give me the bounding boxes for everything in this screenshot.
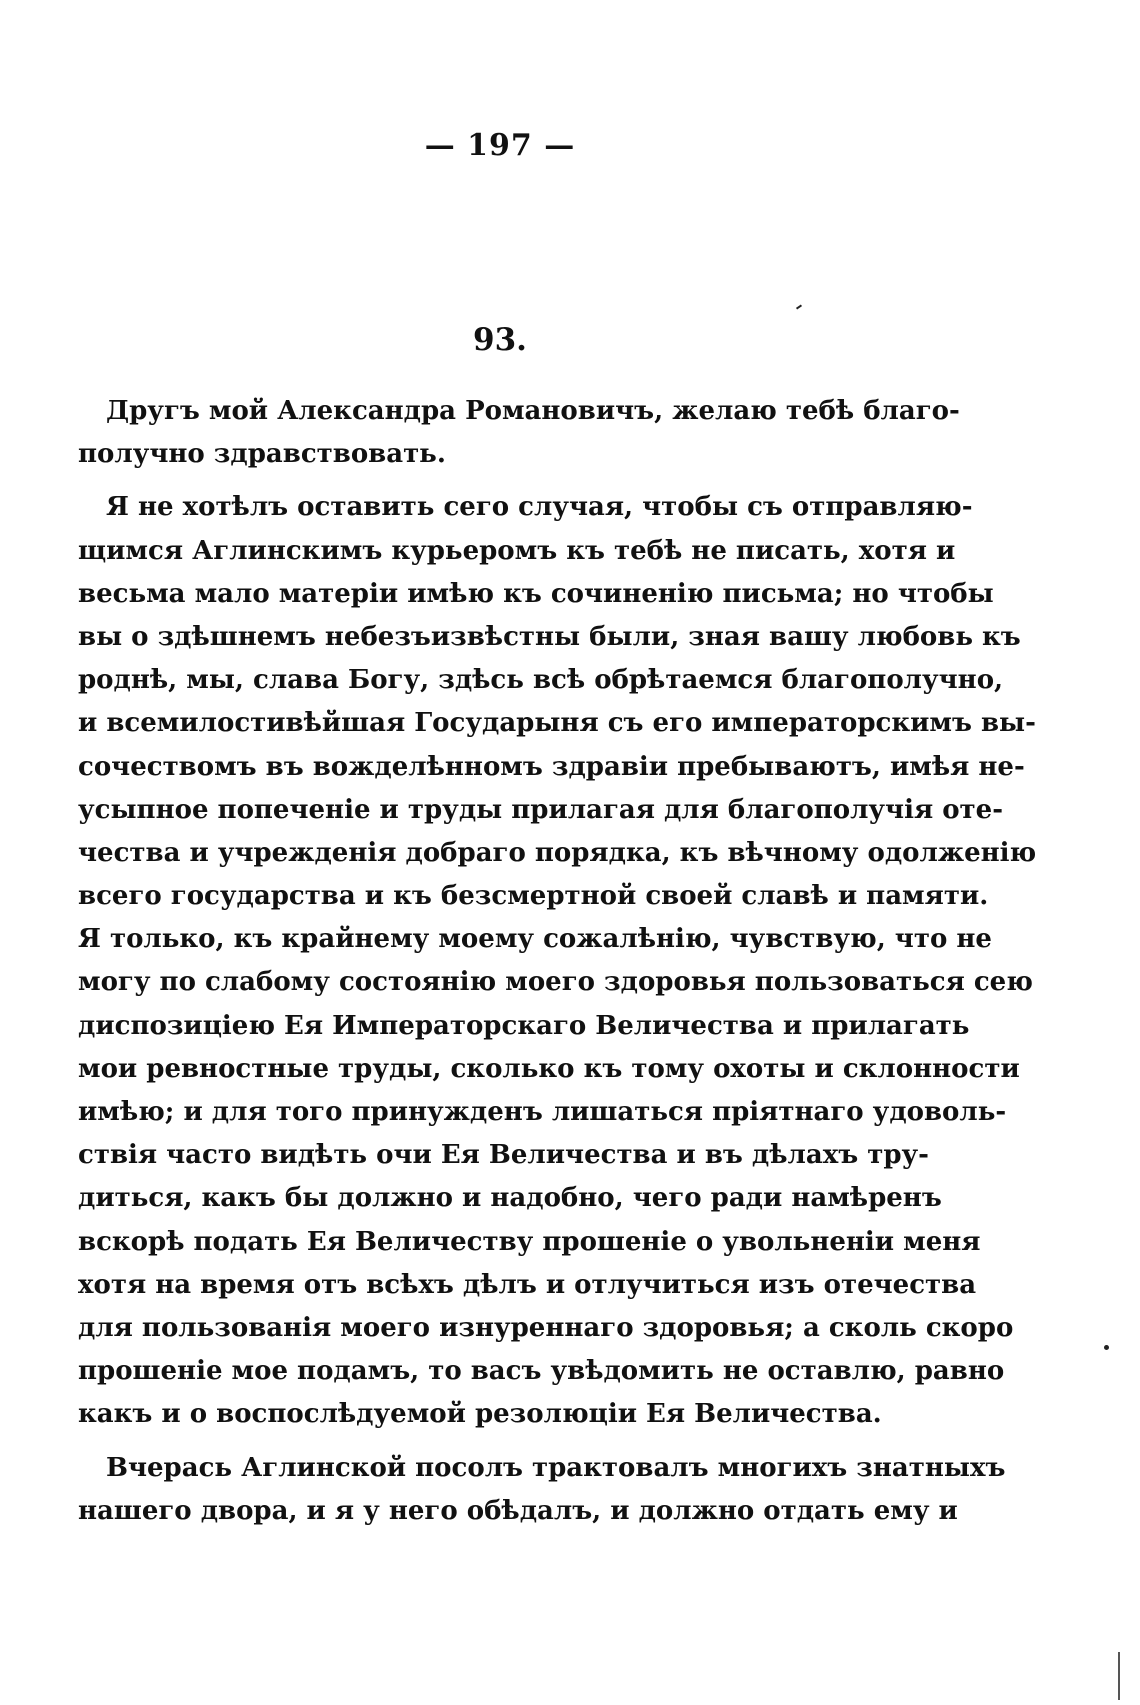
text-line: сочествомъ въ вожделѣнномъ здравіи пребываютъ, имѣя не- xyxy=(78,751,1025,782)
text-line: чества и учрежденія добраго порядка, къ вѣчному одолженію xyxy=(78,837,1037,868)
paragraph-gap xyxy=(78,476,914,486)
text-line: для пользованія моего изнуреннаго здоровья; а сколь скоро xyxy=(78,1312,1014,1343)
text-line: получно здравствовать. xyxy=(78,439,446,470)
scan-speck xyxy=(1104,1345,1109,1350)
text-line: Я только, къ крайнему моему сожалѣнію, чувствую, что не xyxy=(78,924,992,955)
running-head-page-number: — 197 — xyxy=(424,128,576,163)
text-line: усыпное попеченіе и труды прилагая для благополучія оте- xyxy=(78,794,1003,825)
text-line: Вчерась Аглинской посолъ трактовалъ многихъ знатныхъ xyxy=(106,1452,1006,1483)
letter-number-heading: 93. xyxy=(473,322,527,358)
text-line: всего государства и къ безсмертной своей славѣ и памяти. xyxy=(78,881,989,912)
text-line: щимся Аглинскимъ курьеромъ къ тебѣ не писать, хотя и xyxy=(78,535,956,566)
paragraph-gap xyxy=(78,1437,914,1447)
text-line: вскорѣ подать Ея Величеству прошеніе о увольненіи меня xyxy=(78,1226,981,1257)
text-line: какъ и о воспослѣдуемой резолюціи Ея Величества. xyxy=(78,1399,882,1430)
text-line: весьма мало матеріи имѣю къ сочиненію письма; но чтобы xyxy=(78,578,994,609)
text-line: ствія часто видѣть очи Ея Величества и въ дѣлахъ тру- xyxy=(78,1140,929,1171)
text-line: и всемилостивѣйшая Государыня съ его императорскимъ вы- xyxy=(78,708,1036,739)
scan-speck xyxy=(796,304,802,309)
text-line: могу по слабому состоянію моего здоровья пользоваться сею xyxy=(78,967,1033,998)
text-line: Другъ мой Александра Романовичъ, желаю тебѣ благо- xyxy=(106,396,960,426)
letter-body xyxy=(78,390,1037,1533)
text-line: прошеніе мое подамъ, то васъ увѣдомить не оставлю, равно xyxy=(78,1356,1005,1387)
text-line: хотя на время отъ всѣхъ дѣлъ и отлучиться изъ отечества xyxy=(78,1269,977,1300)
text-line: имѣю; и для того принужденъ лишаться пріятнаго удоволь- xyxy=(78,1097,1007,1127)
text-line: роднѣ, мы, слава Богу, здѣсь всѣ обрѣтаемся благополучно, xyxy=(78,665,1004,696)
text-line: диться, какъ бы должно и надобно, чего ради намѣренъ xyxy=(78,1183,942,1214)
text-line: Я не хотѣлъ оставить сего случая, чтобы съ отправляю- xyxy=(106,492,973,523)
text-line: нашего двора, и я у него обѣдалъ, и должно отдать ему и xyxy=(78,1495,958,1526)
text-line: вы о здѣшнемъ небезъизвѣстны были, зная вашу любовь къ xyxy=(78,621,1021,652)
text-line: мои ревностные труды, сколько къ тому охоты и склонности xyxy=(78,1053,1020,1084)
scan-edge-line xyxy=(1118,1652,1120,1700)
text-line: диспозиціею Ея Императорскаго Величества и прилагать xyxy=(78,1010,970,1041)
